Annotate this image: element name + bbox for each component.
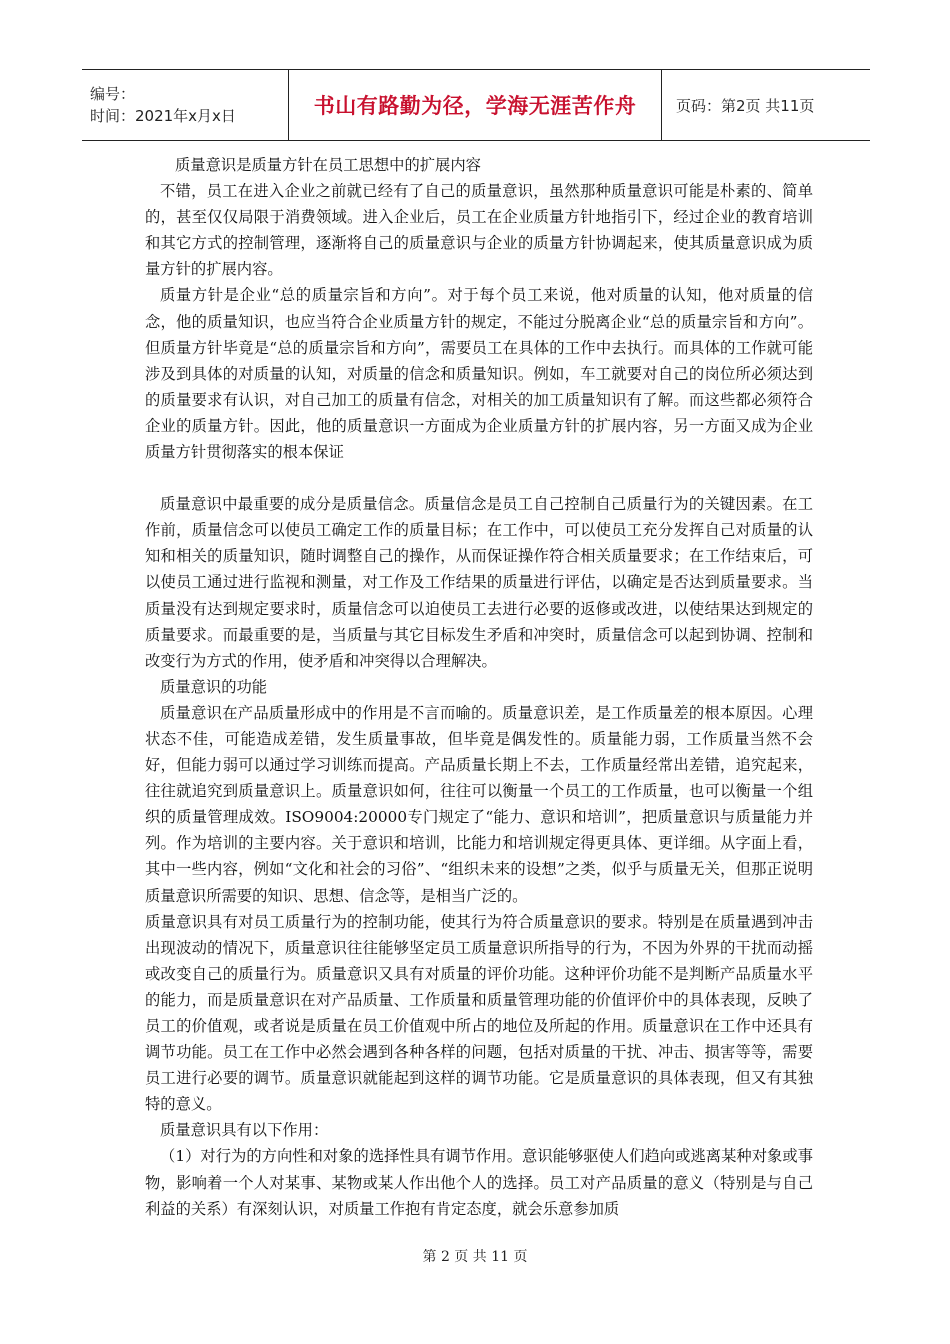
section-heading: 质量意识的功能 [160, 677, 268, 696]
motto: 书山有路勤为径，学海无涯苦作舟 [313, 94, 637, 118]
page-footer: 第 2 页 共 11 页 [422, 1249, 528, 1265]
date-label: 时间：2021年x月x日 [90, 107, 236, 125]
header-page-info-cell [662, 70, 814, 140]
paragraph: 质量意识具有对员工质量行为的控制功能，使其行为符合质量意识的要求。特别是在质量遇到冲击出现波动的情况下，质量意识往往能够坚定员工质量意识所指导的行为，不因为外界的干扰而动摇或改变自己的质量行为。质量意识又具有对质量的评价功能。这种评价功能不是判断产品质量水平的能力，而是质量意识在对产品质量、工作质量和质量管理功能的价值评价中的具体表现，反映了员工的价值观，或者说是质量在员工价值观中所占的地位及所起的作用。质量意识在工作中还具有调节功能。员工在工作中必然会遇到各种各样的问题，包括对质量的干扰、冲击、损害等等，需要员工进行必要的调节。质量意识就能起到这样的调节功能。它是质量意识的具体表现，但又有其独特的意义。 [145, 912, 813, 1114]
serial-label: 编号： [90, 85, 136, 103]
paragraph: 不错，员工在进入企业之前就已经有了自己的质量意识，虽然那种质量意识可能是朴素的、简单的，甚至仅仅局限于消费领域。进入企业后，员工在企业质量方针地指引下，经过企业的教育培训和其它方式的控制管理，逐渐将自己的质量意识与企业的质量方针协调起来，使其质量意识成为质量方针的扩展内容。 [145, 182, 813, 279]
document-body [145, 152, 813, 1222]
paragraph: 质量方针是企业“总的质量宗旨和方向”。对于每个员工来说，他对质量的认知，他对质量的信念，他的质量知识，也应当符合企业质量方针的规定，不能过分脱离企业“总的质量宗旨和方向”。但质量方针毕竟是“总的质量宗旨和方向”，需要员工在具体的工作中去执行。而具体的工作就可能涉及到具体的对质量的认知，对质量的信念和质量知识。例如，车工就要对自己的岗位所必须达到的质量要求有认识，对自己加工的质量有信念，对相关的加工质量知识有了解。而这些都必须符合企业的质量方针。因此，他的质量意识一方面成为企业质量方针的扩展内容，另一方面又成为企业质量方针贯彻落实的根本保证 [145, 286, 813, 462]
paragraph: 质量意识中最重要的成分是质量信念。质量信念是员工自己控制自己质量行为的关键因素。在工作前，质量信念可以使员工确定工作的质量目标；在工作中，可以使员工充分发挥自己对质量的认知和相关的质量知识，随时调整自己的操作，从而保证操作符合相关质量要求；在工作结束后，可以使员工通过进行监视和测量，对工作及工作结果的质量进行评估，以确定是否达到质量要求。当质量没有达到规定要求时，质量信念可以迫使员工去进行必要的返修或改进，以使结果达到规定的质量要求。而最重要的是，当质量与其它目标发生矛盾和冲突时，质量信念可以起到协调、控制和改变行为方式的作用，使矛盾和冲突得以合理解决。 [145, 495, 813, 670]
blank-line [145, 465, 813, 491]
paragraph: 质量意识在产品质量形成中的作用是不言而喻的。质量意识差，是工作质量差的根本原因。心理状态不佳，可能造成差错，发生质量事故，但毕竟是偶发性的。质量能力弱，工作质量当然不会好，但能力弱可以通过学习训练而提高。产品质量长期上不去，工作质量经常出差错，追究起来，往往就追究到质量意识上。质量意识如何，往往可以衡量一个员工的工作质量，也可以衡量一个组织的质量管理成效。ISO9004:20000专门规定了“能力、意识和培训”，把质量意识与质量能力并列。作为培训的主要内容。关于意识和培训，比能力和培训规定得更具体、更详细。从字面上看，其中一些内容，例如“文化和社会的习俗”、“组织未来的设想”之类，似乎与质量无关，但那正说明质量意识所需要的知识、思想、信念等，是相当广泛的。 [145, 703, 813, 905]
page-info: 页码：第2页 共11页 [676, 96, 815, 115]
header-motto-cell [289, 70, 662, 140]
header-meta [82, 70, 289, 140]
section-heading: 质量意识具有以下作用： [160, 1121, 329, 1140]
paragraph: （1）对行为的方向性和对象的选择性具有调节作用。意识能够驱使人们趋向或逃离某种对象或事物，影响着一个人对某事、某物或某人作出他个人的选择。员工对产品质量的意义（特别是与自己利益的关系）有深刻认识，对质量工作抱有肯定态度，就会乐意参加质 [145, 1147, 813, 1218]
section-heading: 质量意识是质量方针在员工思想中的扩展内容 [175, 156, 481, 174]
page-header [82, 69, 870, 141]
